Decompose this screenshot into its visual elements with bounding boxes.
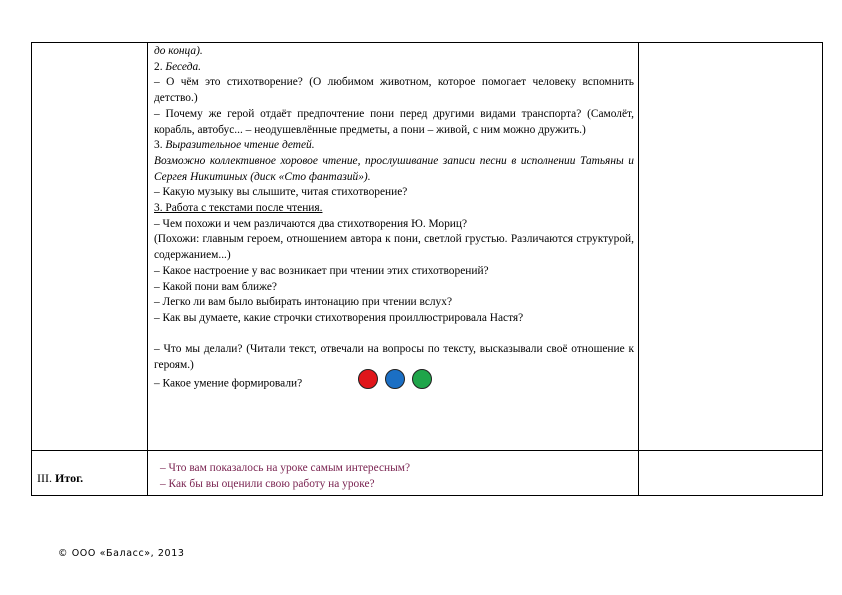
stage-label — [32, 451, 147, 486]
summary-notes-cell — [639, 450, 823, 495]
question-text: – Какое настроение у вас возникает при чтении этих стихотворений? — [154, 264, 489, 277]
lesson-row-main — [32, 43, 823, 451]
question-text: – Какой пони вам ближе? — [154, 280, 277, 293]
section-heading-conversation — [154, 60, 634, 76]
stage-cell-summary — [32, 450, 148, 495]
section-heading-reading — [154, 138, 634, 154]
section-title: Выразительное чтение детей. — [165, 139, 315, 152]
summary-question: – Как бы вы оценили свою работу на уроке? — [160, 477, 375, 490]
question-text: – О чём это стихотворение? (О любимом животном, которое помогает человеку вспомнить детство.) — [154, 76, 634, 105]
section-title: Беседа. — [165, 60, 201, 73]
stage-cell-empty — [32, 43, 148, 451]
lesson-table — [31, 42, 823, 496]
section-number: 3. — [154, 139, 166, 152]
question-text: – Чем похожи и чем различаются два стихотворения Ю. Мориц? — [154, 217, 468, 230]
summary-question: – Что вам показалось на уроке самым интересным? — [160, 461, 411, 474]
text-line: до конца). — [154, 45, 203, 57]
stage-number: III. — [37, 470, 55, 485]
lesson-row-summary — [32, 450, 823, 495]
summary-questions — [148, 451, 638, 492]
question-text: – Как вы думаете, какие строчки стихотворения проиллюстрировала Настя? — [154, 311, 524, 324]
spacer — [154, 327, 634, 343]
stage-title: Итог. — [55, 470, 84, 485]
question-text: – Почему же герой отдаёт предпочтение пони перед другими видами транспорта? (Самолёт, корабль, автобус... – неодушевлённые предметы, а пони – живой, с ним можно дружить.) — [154, 107, 634, 136]
question-text: – Легко ли вам было выбирать интонацию при чтении вслух? — [154, 296, 453, 309]
notes-cell-empty — [639, 43, 823, 451]
green-circle-icon — [412, 369, 432, 389]
blue-circle-icon — [385, 369, 405, 389]
question-text-last — [154, 374, 634, 394]
note-text: Возможно коллективное хоровое чтение, прослушивание записи песни в исполнении Татьяны и Сергея Никитиных (диск «Сто фантазий»). — [154, 154, 634, 183]
lesson-content — [148, 43, 638, 394]
question-text: – Какое умение формировали? — [154, 377, 303, 390]
summary-content-cell — [148, 450, 639, 495]
answer-text: (Похожи: главным героем, отношением автора к пони, светлой грустью. Различаются структурой, содержанием...) — [154, 233, 634, 262]
section-heading-texts: 3. Работа с текстами после чтения. — [154, 202, 323, 215]
copyright-footer: © ООО «Баласс», 2013 — [58, 548, 185, 559]
section-number: 2. — [154, 60, 166, 73]
content-cell — [148, 43, 639, 451]
self-assessment-dots — [358, 369, 439, 389]
question-text: – Что мы делали? (Читали текст, отвечали на вопросы по тексту, высказывали своё отношение к героям.) — [154, 343, 634, 372]
question-text: – Какую музыку вы слышите, читая стихотворение? — [154, 186, 408, 199]
red-circle-icon — [358, 369, 378, 389]
